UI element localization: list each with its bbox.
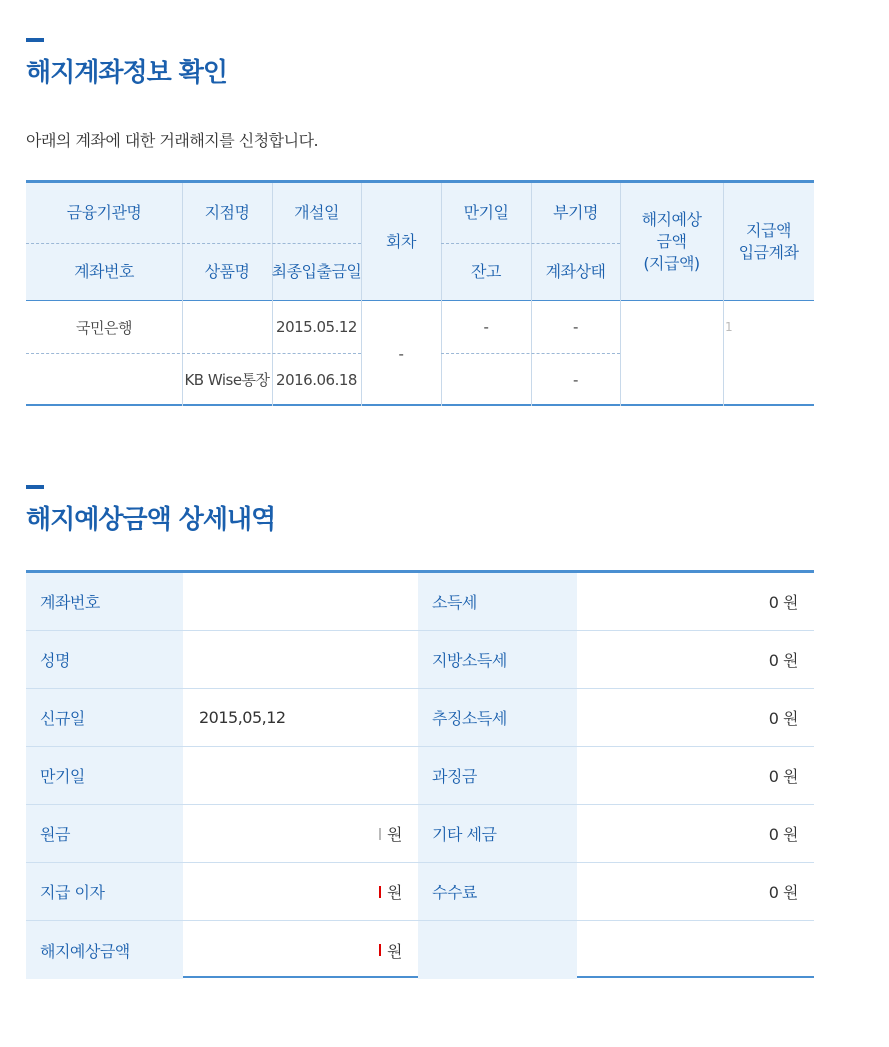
table-row xyxy=(26,747,814,805)
header-last-transaction: 최종입출금일 xyxy=(271,262,362,281)
label-additional-income-tax: 추징소득세 xyxy=(418,689,577,746)
value-new-date: 2015,05,12 xyxy=(199,708,286,727)
label-name: 성명 xyxy=(26,631,183,688)
section-marker xyxy=(26,485,44,489)
value-interest-unit: 원 xyxy=(387,883,402,902)
table-row xyxy=(26,631,814,689)
header-open-date: 개설일 xyxy=(294,203,339,222)
header-product: 상품명 xyxy=(204,262,250,281)
label-interest: 지급 이자 xyxy=(26,863,183,920)
header-sub-name: 부기명 xyxy=(553,203,598,222)
value-name xyxy=(183,631,418,688)
value-account-no xyxy=(183,573,418,630)
value-expected-amount xyxy=(183,921,418,979)
masked-value-mark xyxy=(379,828,381,840)
label-penalty: 과징금 xyxy=(418,747,577,804)
label-income-tax: 소득세 xyxy=(418,573,577,630)
cell-sub-name: - xyxy=(573,318,578,336)
cell-balance xyxy=(441,353,531,406)
description-text: 아래의 계좌에 대한 거래해지를 신청합니다. xyxy=(26,131,319,150)
table-row xyxy=(26,921,814,979)
label-fee: 수수료 xyxy=(418,863,577,920)
value-principal-unit: 원 xyxy=(387,825,402,844)
header-branch: 지점명 xyxy=(204,203,250,222)
section-title-expected-amount: 해지예상금액 상세내역 xyxy=(26,505,276,535)
value-principal xyxy=(183,805,418,862)
header-round: 회차 xyxy=(386,232,416,251)
value-maturity-date xyxy=(183,747,418,804)
cell-pay-account: 1 xyxy=(725,320,733,334)
label-other-tax: 기타 세금 xyxy=(418,805,577,862)
masked-value-mark xyxy=(379,886,381,898)
header-pay-account: 지급액 입금계좌 xyxy=(738,221,799,262)
detail-table xyxy=(26,570,814,978)
label-new-date: 신규일 xyxy=(26,689,183,746)
table-row xyxy=(26,689,814,747)
value-expected-amount-unit: 원 xyxy=(387,941,402,961)
table-row xyxy=(26,863,814,921)
header-expected-amount: 해지예상 금액 (지급액) xyxy=(641,210,702,273)
header-balance: 잔고 xyxy=(471,262,501,281)
value-interest xyxy=(183,863,418,920)
header-status: 계좌상태 xyxy=(545,262,606,281)
label-expected-amount: 해지예상금액 xyxy=(26,921,183,979)
cell-maturity: - xyxy=(483,318,489,336)
value-additional-income-tax: 0 원 xyxy=(768,709,798,728)
cell-branch xyxy=(182,301,272,353)
cell-last-transaction: 2016.06.18 xyxy=(276,370,357,389)
cell-round: - xyxy=(398,344,404,363)
value-fee: 0 원 xyxy=(768,883,798,902)
value-other-tax: 0 원 xyxy=(768,825,798,844)
value-empty xyxy=(577,921,814,979)
cell-status: - xyxy=(573,370,578,389)
cell-product: KB Wise통장 xyxy=(184,371,270,389)
masked-value-mark xyxy=(379,944,381,956)
account-info-table xyxy=(26,180,814,406)
header-maturity: 만기일 xyxy=(463,203,509,222)
value-penalty: 0 원 xyxy=(768,767,798,786)
label-local-income-tax: 지방소득세 xyxy=(418,631,577,688)
label-principal: 원금 xyxy=(26,805,183,862)
table-row xyxy=(26,573,814,631)
cell-account-no xyxy=(26,353,182,406)
value-income-tax: 0 원 xyxy=(768,593,798,612)
cell-open-date: 2015.05.12 xyxy=(276,318,357,336)
header-institution: 금융기관명 xyxy=(66,203,142,222)
section-marker xyxy=(26,38,44,42)
cell-institution: 국민은행 xyxy=(76,318,132,337)
section-title-account-info: 해지계좌정보 확인 xyxy=(26,58,227,88)
label-empty xyxy=(418,921,577,979)
table-row xyxy=(26,805,814,863)
cell-expected-amount xyxy=(620,301,723,406)
label-account-no: 계좌번호 xyxy=(26,573,183,630)
label-maturity-date: 만기일 xyxy=(26,747,183,804)
value-local-income-tax: 0 원 xyxy=(768,651,798,670)
header-account-no: 계좌번호 xyxy=(74,262,134,281)
